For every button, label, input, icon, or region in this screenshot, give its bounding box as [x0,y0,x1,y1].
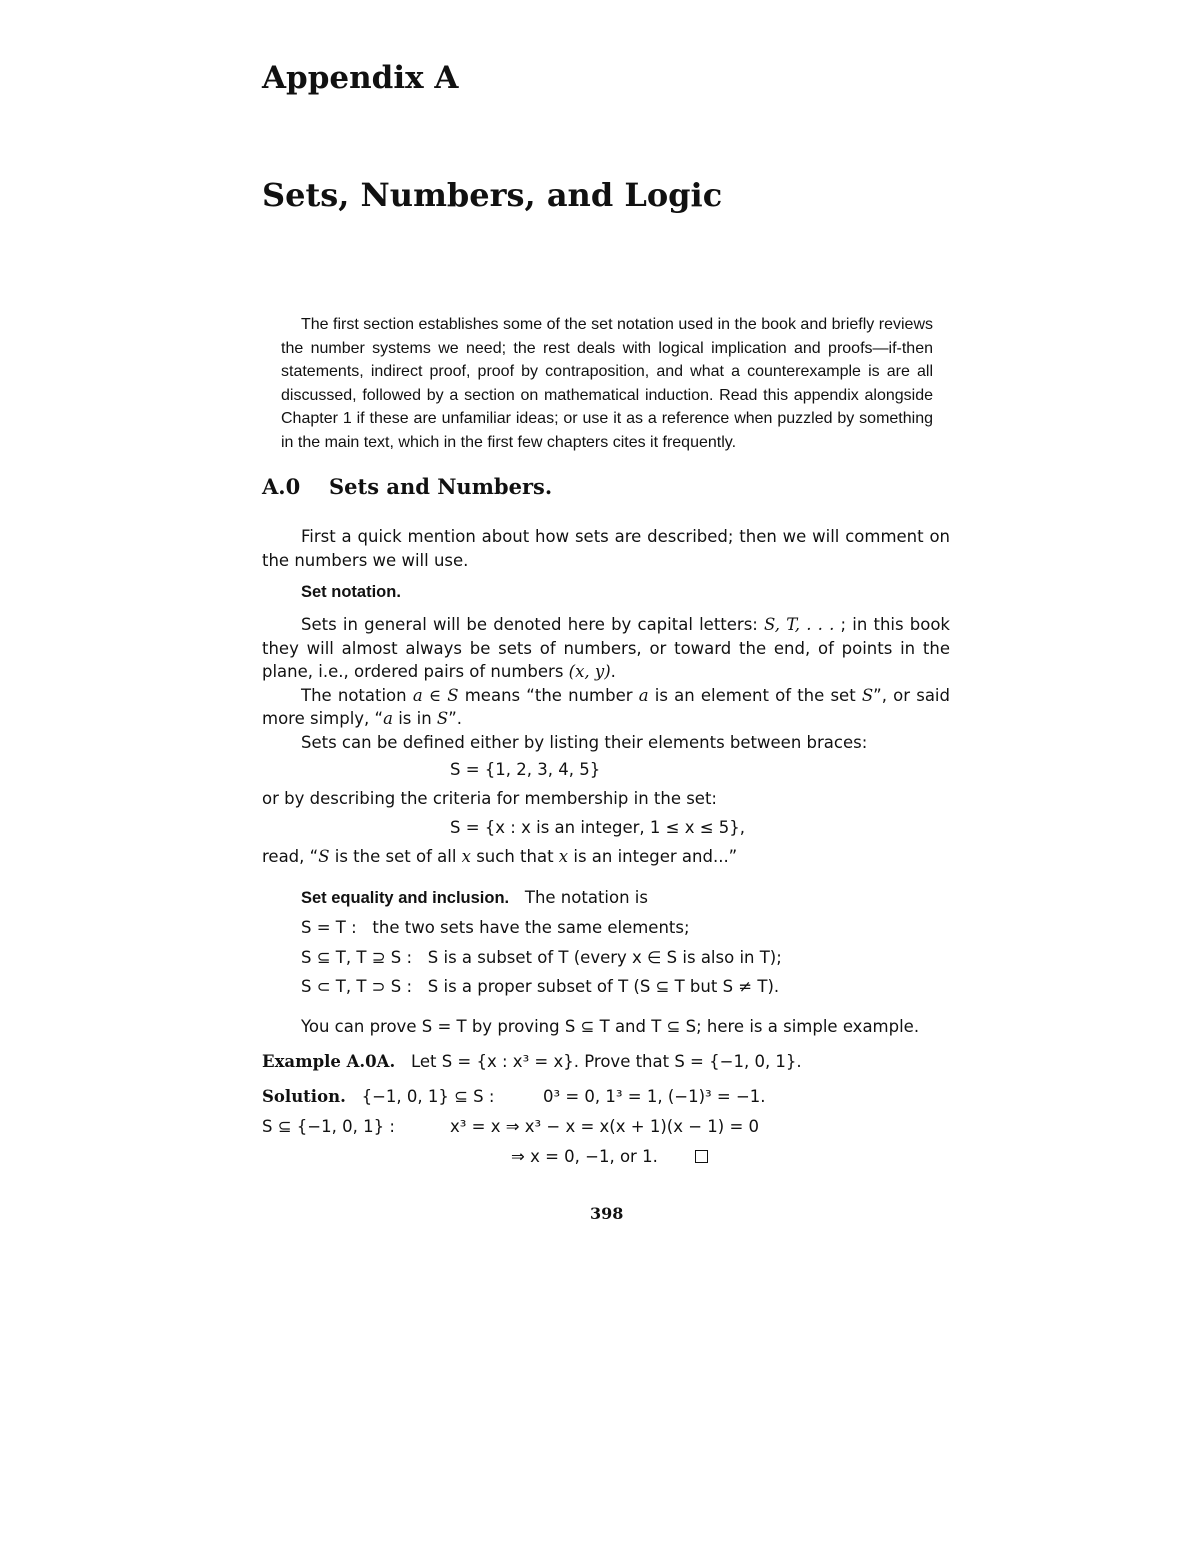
solution-line-2-lhs: S ⊆ {−1, 0, 1} : [262,1117,395,1136]
equality-heading-line [301,888,648,908]
read-text-c: such that [470,847,559,866]
p2-text-e: is in [392,709,437,728]
read-var-s: S [318,847,330,866]
solution-line-3 [511,1147,708,1166]
relation-row [301,948,782,967]
opening-paragraph [262,525,950,572]
set-notation-heading: Set notation. [301,583,401,601]
appendix-label: Appendix A [262,60,459,96]
section-number: A.0 [262,474,301,499]
p3-text: Sets can be defined either by listing their elements between braces: [301,732,868,752]
p2-math: a ∈ S [412,685,459,705]
qed-box-icon [695,1150,708,1163]
solution-line-1-rhs: 0³ = 0, 1³ = 1, (−1)³ = −1. [543,1087,766,1106]
p2-var-a2: a [383,709,393,728]
p2-var-s2: S [436,709,449,728]
p2-text-d: ”, or said more simply, “ [262,685,950,728]
p2-var-a: a [638,685,649,705]
equality-heading: Set equality and inclusion. [301,889,510,907]
relation-rhs: the two sets have the same elements; [372,918,690,937]
p1-text-b: ; in this book they will almost always be sets of numbers, or toward the end, of points in the plane, i.e., ordered pairs of numbers [262,615,950,681]
p2-text-f: ”. [448,709,463,728]
display-equation-1: S = {1, 2, 3, 4, 5} [450,760,601,779]
intro-text: The first section establishes some of the set notation used in the book and briefly reviews the number systems we need; the rest deals with logical implication and proofs—if-then statements, indirect proof, proof by contraposition, and what a counterexample is are all discussed, followed by a section on mathematical induction. Read this appendix alongside Chapter 1 if these are unfamiliar ideas; or use it as a reference when puzzled by something in the main text, which in the first few chapters cites it frequently. [281,316,933,451]
relation-rhs: S is a proper subset of T (S ⊆ T but S ≠ T). [427,977,780,996]
section-title: Sets and Numbers. [329,474,553,499]
equality-lead: The notation is [524,888,648,907]
read-text-d: is an integer and...” [568,847,738,866]
or-line: or by describing the criteria for membership in the set: [262,789,717,808]
relation-rhs: S is a subset of T (every x ∈ S is also in T); [427,948,782,967]
p2-text-a: The notation [301,685,413,705]
read-var-x: x [461,847,471,866]
p2-text-c: is an element of the set [648,685,862,705]
read-text-b: is the set of all [329,847,462,866]
read-var-x2: x [558,847,569,866]
solution-line-1 [262,1087,494,1106]
solution-line-3-rhs: ⇒ x = 0, −1, or 1. [511,1147,658,1166]
relation-row [301,918,690,937]
relation-lhs: S = T : [301,918,357,937]
intro-paragraph [281,313,933,454]
p1-math: S, T, . . . [764,615,841,634]
relation-row [301,977,779,996]
example-statement: Let S = {x : x³ = x}. Prove that S = {−1, 0, 1}. [410,1052,802,1071]
solution-label: Solution. [262,1087,346,1106]
set-notation-paragraph [262,613,950,754]
chapter-title: Sets, Numbers, and Logic [262,176,723,214]
p1-text-c: . [610,662,616,681]
read-text-a: read, “ [262,847,319,866]
page-number: 398 [590,1204,624,1223]
p1-pair: (x, y) [568,662,611,681]
opening-text: First a quick mention about how sets are described; then we will comment on the numbers we will use. [262,527,950,570]
p1-text-a: Sets in general will be denoted here by capital letters: [301,615,765,634]
relation-lhs: S ⊆ T, T ⊇ S : [301,948,413,967]
relation-lhs: S ⊂ T, T ⊃ S : [301,977,413,996]
p2-text-b: means “the number [458,685,639,705]
example-line [262,1052,802,1071]
example-label: Example A.0A. [262,1052,396,1071]
read-line [262,847,737,866]
solution-line-1-lhs: {−1, 0, 1} ⊆ S : [361,1087,495,1106]
prove-line: You can prove S = T by proving S ⊆ T and T ⊆ S; here is a simple example. [301,1017,920,1036]
display-equation-2: S = {x : x is an integer, 1 ≤ x ≤ 5}, [450,818,746,837]
section-heading [262,474,552,499]
solution-line-2-rhs: x³ = x ⇒ x³ − x = x(x + 1)(x − 1) = 0 [450,1117,760,1136]
p2-var-s: S [861,685,874,705]
